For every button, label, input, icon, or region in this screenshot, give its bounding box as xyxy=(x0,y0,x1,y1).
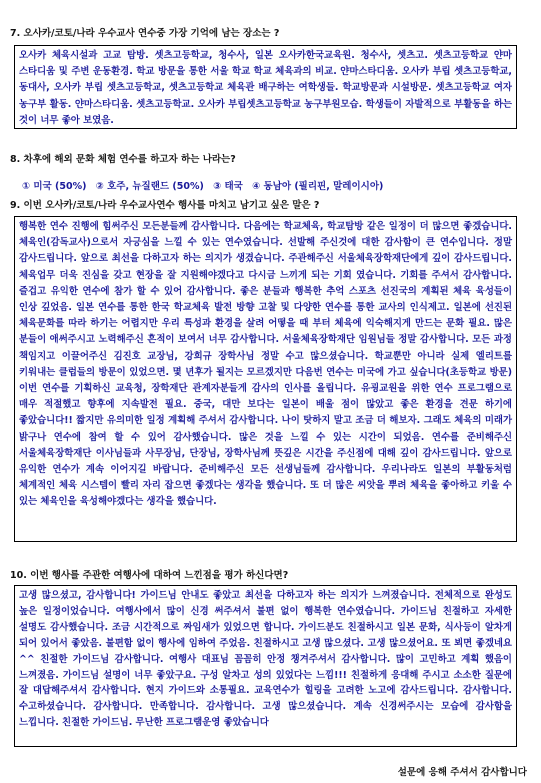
question-8: 8. 차후에 해외 문화 체험 연수를 하고자 하는 나라는? xyxy=(10,154,236,165)
answer-8-options xyxy=(22,178,389,192)
option-4: ④ 동남아 (필리핀, 말레이시아) xyxy=(252,181,384,192)
question-10: 10. 이번 행사를 주관한 여행사에 대하여 느낀점을 평가 하신다면? xyxy=(10,570,289,581)
option-2: ② 호주, 뉴질랜드 (50%) xyxy=(95,181,204,192)
question-7: 7. 오사카/코토/나라 우수교사 연수중 가장 기억에 남는 장소는 ? xyxy=(10,28,280,39)
question-9: 9. 이번 오사카/코토/나라 우수교사연수 행사를 마치고 남기고 싶은 말은 ? xyxy=(10,200,320,211)
closing-message: 설문에 응해 주셔서 감사합니다 xyxy=(397,767,527,778)
answer-10-box: 고생 많으셨고, 감사합니다! 가이드님 안내도 좋았고 최선을 다하고자 하는 의지가 느껴졌습니다. 전체적으로 완성도 높은 일정이었습니다. 여행사에서 많이 신경 써주셔서 불편 없이 행복한 연수였습니다. 가이드님 친절하고 자세한 설명도 감사했습니다. 조금 시간적으로 짜임새가 있었으면 합니다. 가이드분도 친절하시고 일본 문화, 식사등이 알차게 되어 있어서 좋았음. 불편함 없이 행사에 임하여 주었음. 친절하시고 고생 많으셨다. 고생 많으셨어요. 또 뵈면 좋겠네요^^ 친절한 가이드님 감사합니다. 여행사 대표님 꼼꼼히 안정 챙겨주셔서 감사합니다. 많이 고민하고 계획 했음이 느껴졌음. 가이드님 설명이 너무 좋았구요. 구성 알차고 성의 있었다는 느낌!!! 친절하게 응대해 주시고 소소한 질문에 잘 대답해주셔서 감사합니다. 현지 가이드와 소통필요. 교육연수가 힐링을 고려한 노고에 감사드립니다. 감사합니다. 수고하셨습니다. 감사합니다. 만족합니다. 감사합니다. 고생 많으셨습니다. 계속 신경써주시는 모습에 감사함을 느낍니다. 친절한 가이드님. 무난한 프로그램운영 좋았습니다 xyxy=(14,585,517,747)
answer-9-box: 행복한 연수 진행에 힘써주신 모든분들께 감사합니다. 다음에는 학교체육, 학교탐방 같은 일정이 더 많으면 좋겠습니다. 체육인(감독교사)으로서 자긍심을 느낄 수 있는 연수였습니다. 선발해 주신것에 대한 감사함이 큰 연수입니다. 정말 감사드립니다. 앞으로 최선을 다하고자 하는 의지가 생겼습니다. 주관해주신 서울체육장학재단에게 깊이 감사드립니다. 체육업무 더욱 진심을 갖고 현장을 잘 지원해야겠다고 다시금 느끼게 되는 기회 였습니다. 기회를 주셔서 감사합니다. 즐겁고 유익한 연수에 참가 할 수 있어 감사합니다. 좋은 분들과 행복한 추억 스포츠 선진국의 계획된 체육 육성들이 인상 깊었음. 일본 연수를 통한 한국 학교체육 발전 방향 고찰 및 다양한 연수를 통한 교사의 인식제고. 일본에 선진된 체육문화를 따라 하기는 어렵지만 우리 특성과 환경을 살려 어떻을 때 부터 체육에 익숙해지게 만드는 문화 필요. 많은 분들이 애써주시고 노력해주신 흔적이 보여서 너무 감사합니다. 서울체육장학재단 임원님들 정말 감사합니다. 모든 과정 책임지고 이끌어주신 김진호 교장님, 강희규 장학사님 정말 수고 많으셨습니다. 학교뿐만 아니라 실제 엘리트를 키워내는 클럽들의 방문이 있었으면. 몇 년후가 될지는 모르겠지만 다음번 연수는 미국에 가고 싶습니다(초등학교 방문) 이번 연수를 기획하신 교육청, 장학재단 관계자분들게 감사의 인사를 올립니다. 유굉교원을 위한 연수 프로그램으로 매우 적절했고 향후에 지속발전 필요. 중국, 대만 보다는 일본이 배울 점이 많았고 좋은 환경을 견문 하기에 좋았습니다!! 짧지만 유의미한 일정 계획해 주셔서 감사합니다. 나이 탓하지 말고 조금 더 해보자. 그래도 체육의 미래가 밝구나 연수에 참여 할 수 있어 감사했습니다. 많은 것을 느낄 수 있는 시간이 되었음. 연수를 준비해주신 서울체육장학재단 이사님들과 사무장님, 단장님, 장학사님께 뜻깊은 시간을 주신점에 대해 깊이 감사드립니다. 앞으로 유익한 연수가 계속 이어지길 바랍니다. 준비해주신 모든 선생님들께 감사합니다. 우리나라도 일본의 부활동처럼 체계적인 체육 시스템이 빨리 자리 잡으면 좋겠다는 생각을 했습니다. 또 더 많은 씨앗을 뿌려 체육을 좋아하고 키울 수 있는 체육인을 육성해야겠다는 생각을 했습니다. xyxy=(14,216,517,542)
option-3: ③ 태국 xyxy=(213,181,243,192)
option-1: ① 미국 (50%) xyxy=(22,181,87,192)
answer-7-box: 오사카 체육시설과 고교 탐방. 셋츠고등학교, 청수사, 일본 오사카한국교육원. 청수사, 셋츠고. 셋츠고등학교 얀마 스타디움 및 주변 운동환경. 학교 방문을 통한 서울 학교 학교 체육과의 비교. 얀마스타디움. 오사카 부립 셋츠고등학교, 동대사, 오사카 부립 셋츠고등학교, 셋츠고등학교 체육관 배구하는 여학생들. 학교방문과 시설방문. 셋츠고등학교 여자 농구부 활동. 얀마스타디움. 셋츠고등학교. 오사카 부립셋츠고등학교 농구부원모습. 학생들이 자발적으로 부활동을 하는 것이 너무 좋아 보였음. xyxy=(14,45,517,129)
